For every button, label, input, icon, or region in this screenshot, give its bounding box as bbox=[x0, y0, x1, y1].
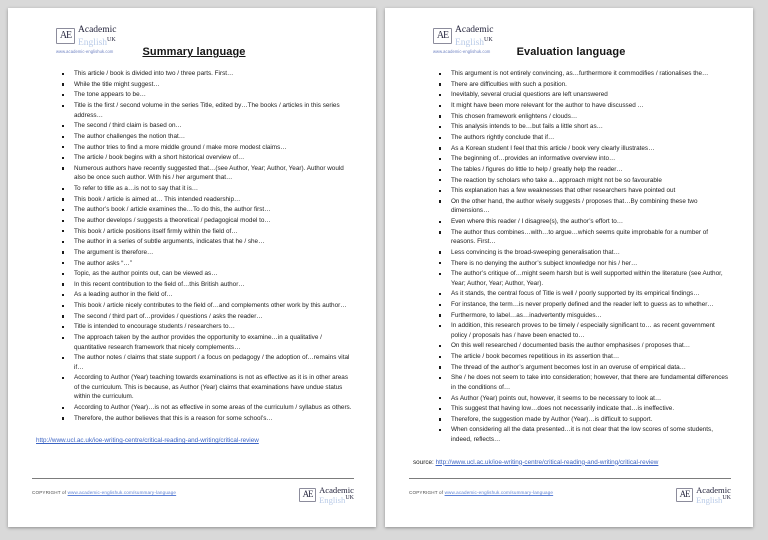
footer-copyright-link[interactable]: www.academic-englishuk.com/summary-language bbox=[444, 489, 554, 495]
footer-copyright bbox=[409, 486, 553, 495]
page-footer bbox=[32, 478, 354, 505]
list-item: Topic, as the author points out, can be viewed as… bbox=[60, 269, 352, 279]
footer-logo bbox=[299, 486, 354, 505]
list-item: The author asks “…” bbox=[60, 259, 352, 269]
list-item: Therefore, the suggestion made by Author (Year)…is difficult to support. bbox=[437, 415, 729, 425]
list-item: This suggest that having low…does not necessarily indicate that…is ineffective. bbox=[437, 404, 729, 414]
source-link[interactable]: http://www.ucl.ac.uk/ioe-writing-centre/critical-reading-and-writing/critical-review bbox=[435, 458, 659, 466]
logo-word-academic: Academic bbox=[696, 484, 731, 495]
logo-word-uk: UK bbox=[484, 36, 493, 43]
logo-url: www.academic-englishuk.com bbox=[433, 49, 491, 55]
list-item: The author’s critique of…might seem harsh but is well supported within the literature (see Author, Year; Author, Year; Author, Year). bbox=[437, 269, 729, 288]
list-item: In this recent contribution to the field of…this British author… bbox=[60, 280, 352, 290]
list-item: The tables / figures do little to help / greatly help the reader… bbox=[437, 165, 729, 175]
source-line bbox=[34, 436, 354, 446]
logo-word-uk: UK bbox=[722, 495, 731, 502]
footer-divider bbox=[32, 478, 354, 479]
list-item: According to Author (Year) teaching towards examinations is not as effective as it is in other areas of the curriculum. This is because, as Author (Year) claims that examinations have undue status within the curriculum. bbox=[60, 373, 352, 402]
list-item: This article / book is divided into two / three parts. First… bbox=[60, 69, 352, 79]
page-title: Evaluation language bbox=[516, 46, 626, 59]
list-item: Less convincing is the broad-sweeping generalisation that… bbox=[437, 248, 729, 258]
page-footer bbox=[409, 478, 731, 505]
list-item: On this well researched / documented basis the author emphasises / proposes that… bbox=[437, 341, 729, 351]
header-logo bbox=[433, 26, 545, 54]
list-item: The argument is therefore… bbox=[60, 248, 352, 258]
list-item: The author notes / claims that state support / a focus on pedagogy / the adoption of…remains vital if… bbox=[60, 353, 352, 372]
list-item: She / he does not seem to take into consideration; however, that there are fundamental differences in the conditions of… bbox=[437, 373, 729, 392]
source-line bbox=[411, 458, 731, 468]
list-item: In addition, this research proves to be timely / especially significant to… as recent government policy / proposals has / have been enacted to… bbox=[437, 321, 729, 340]
list-item: Title is the first / second volume in the series Title, edited by…The books / articles in this series address… bbox=[60, 101, 352, 120]
footer-copyright-prefix: COPYRIGHT of bbox=[409, 489, 445, 495]
list-item: As it stands, the central focus of Title is well / poorly supported by its empirical findings… bbox=[437, 289, 729, 299]
list-item: This explanation has a few weaknesses that other researchers have pointed out bbox=[437, 186, 729, 196]
list-item: As a Korean student I feel that this article / book very clearly illustrates… bbox=[437, 144, 729, 154]
logo-mark-icon: AE bbox=[433, 28, 452, 44]
list-item: This argument is not entirely convincing, as…furthermore it commodifies / rationalises the… bbox=[437, 69, 729, 79]
logo-word-uk: UK bbox=[107, 36, 116, 43]
footer-copyright-link[interactable]: www.academic-englishuk.com/summary-language bbox=[67, 489, 177, 495]
list-item: The approach taken by the author provides the opportunity to examine…in a qualitative / quantitative research framework that nicely complements… bbox=[60, 333, 352, 352]
footer-copyright-prefix: COPYRIGHT of bbox=[32, 489, 68, 495]
bullet-list bbox=[411, 69, 731, 444]
list-item: This book / article is aimed at… This intended readership… bbox=[60, 195, 352, 205]
list-item: The author in a series of subtle arguments, indicates that he / she… bbox=[60, 237, 352, 247]
footer-logo bbox=[676, 486, 731, 505]
list-item: The thread of the author’s argument becomes lost in an overuse of empirical data… bbox=[437, 363, 729, 373]
list-item: The article / book begins with a short historical overview of… bbox=[60, 153, 352, 163]
bullet-list bbox=[34, 69, 354, 423]
list-item: The article / book becomes repetitious in its assertion that… bbox=[437, 352, 729, 362]
list-item: According to Author (Year)…is not as effective in some areas of the curriculum / syllabus as others. bbox=[60, 403, 352, 413]
list-item: The beginning of…provides an informative overview into… bbox=[437, 154, 729, 164]
list-item: Therefore, the author believes that this is a reason for some school’s… bbox=[60, 414, 352, 424]
list-item: The author thus combines…with…to argue…which seems quite improbable for a number of reasons. First… bbox=[437, 228, 729, 247]
document-page-1[interactable] bbox=[8, 8, 376, 527]
list-item: The tone appears to be… bbox=[60, 90, 352, 100]
logo-word-academic: Academic bbox=[78, 25, 117, 35]
list-item: The second / third claim is based on… bbox=[60, 121, 352, 131]
logo-word-english: English bbox=[319, 495, 346, 506]
page-content bbox=[385, 8, 753, 527]
list-item: The second / third part of…provides / questions / asks the reader… bbox=[60, 312, 352, 322]
page-content bbox=[8, 8, 376, 527]
logo-word-english: English bbox=[455, 37, 485, 48]
logo-word-english: English bbox=[696, 495, 723, 506]
list-item: The author develops / suggests a theoretical / pedagogical model to… bbox=[60, 216, 352, 226]
list-item: For instance, the term…is never properly defined and the reader left to guess as to whether… bbox=[437, 300, 729, 310]
list-item: The author challenges the notion that… bbox=[60, 132, 352, 142]
list-item: Title is intended to encourage students / researchers to… bbox=[60, 322, 352, 332]
list-item: The authors rightly conclude that if… bbox=[437, 133, 729, 143]
list-item: Even where this reader / I disagree(s), the author’s effort to… bbox=[437, 217, 729, 227]
source-link[interactable]: http://www.ucl.ac.uk/ioe-writing-centre/critical-reading-and-writing/critical-review bbox=[36, 437, 259, 445]
document-page-2[interactable] bbox=[385, 8, 753, 527]
logo-word-academic: Academic bbox=[319, 484, 354, 495]
list-item: This analysis intends to be…but fails a little short as… bbox=[437, 122, 729, 132]
list-item: This book / article positions itself firmly within the field of… bbox=[60, 227, 352, 237]
logo-mark-icon: AE bbox=[56, 28, 75, 44]
source-prefix: source: bbox=[413, 458, 436, 466]
header-logo bbox=[56, 26, 168, 54]
list-item: Furthermore, to label…as…inadvertently misguides… bbox=[437, 311, 729, 321]
logo-mark-icon: AE bbox=[676, 488, 693, 503]
logo-mark-icon: AE bbox=[299, 488, 316, 503]
logo-word-english: English bbox=[78, 37, 108, 48]
logo-word-academic: Academic bbox=[455, 25, 494, 35]
page-title: Summary language bbox=[142, 46, 246, 59]
footer-copyright bbox=[32, 486, 176, 495]
logo-word-uk: UK bbox=[345, 495, 354, 502]
list-item: The reaction by scholars who take a…approach might not be so favourable bbox=[437, 176, 729, 186]
list-item: While the title might suggest… bbox=[60, 80, 352, 90]
list-item: On the other hand, the author wisely suggests / proposes that…By combining these two dimensions… bbox=[437, 197, 729, 216]
list-item: This chosen framework enlightens / clouds… bbox=[437, 112, 729, 122]
list-item: As a leading author in the field of… bbox=[60, 290, 352, 300]
footer-divider bbox=[409, 478, 731, 479]
list-item: As Author (Year) points out, however, it seems to be necessary to look at… bbox=[437, 394, 729, 404]
list-item: This book / article nicely contributes to the field of…and complements other work by this author… bbox=[60, 301, 352, 311]
list-item: Numerous authors have recently suggested that…(see Author, Year; Author, Year). Author would also be once such author. With his / her argument that… bbox=[60, 164, 352, 183]
list-item: The author tries to find a more middle ground / make more modest claims… bbox=[60, 143, 352, 153]
list-item: Inevitably, several crucial questions are left unanswered bbox=[437, 90, 729, 100]
list-item: To refer to title as a…is not to say that it is… bbox=[60, 184, 352, 194]
logo-url: www.academic-englishuk.com bbox=[56, 49, 114, 55]
list-item: There is no denying the author’s subject knowledge nor his / her… bbox=[437, 259, 729, 269]
list-item: When considering all the data presented…it is not clear that the low scores of some students, indeed, reflects… bbox=[437, 425, 729, 444]
list-item: It might have been more relevant for the author to have discussed … bbox=[437, 101, 729, 111]
list-item: The author’s book / article examines the…To do this, the author first… bbox=[60, 205, 352, 215]
list-item: There are difficulties with such a position. bbox=[437, 80, 729, 90]
